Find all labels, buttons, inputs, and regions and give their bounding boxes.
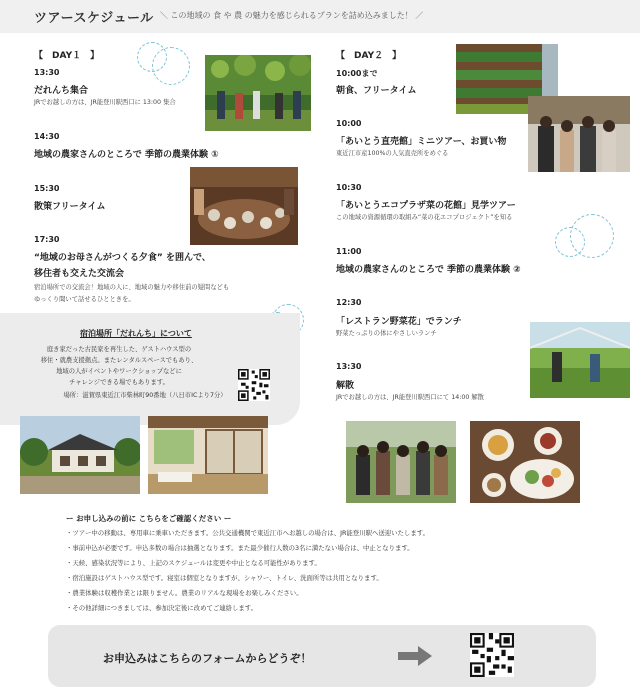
lodging-line: チャレンジできる場でもあります。 xyxy=(69,379,169,386)
lodging-line: 地域の人がイベントやワークショップなどに xyxy=(56,368,182,375)
notes-title: ー お申し込みの前に こちらをご確認ください ー xyxy=(66,514,232,523)
page-title: ツアースケジュール xyxy=(34,11,154,26)
application-cta-text: お申込みはこちらのフォームからどうぞ！ xyxy=(103,652,312,665)
day1-desc: 宿泊場所での交流会！地域の人に、地域の魅力や移住前の疑問なども xyxy=(34,284,230,291)
day2-time: 12:30 xyxy=(336,298,362,307)
note-item: ・天候、感染状況等により、上記のスケジュールは変更や中止となる可能性があります。 xyxy=(66,559,321,567)
day2-desc: JRでお越しの方は、JR能登川駅西口にて 14:00 解散 xyxy=(336,394,484,401)
day1-time: 13:30 xyxy=(34,68,60,77)
tour-group-photo xyxy=(528,96,630,172)
lodging-line: 庭き家だった古民家を再生した、ゲストハウス型の xyxy=(46,346,192,353)
note-item: ・宿泊施設はゲストハウス型です。寝室は個室となりますが、シャワー、トイレ、洗面所等は共用となります。 xyxy=(66,574,383,582)
day2-title: 朝食、フリータイム xyxy=(336,86,417,96)
day2-time: 10:00 xyxy=(336,119,362,128)
lodging-address: 場所：滋賀県東近江市柴林町90番地（八日市ICより7分） xyxy=(63,392,227,399)
lodging-title: 宿泊場所「だれんち」について xyxy=(80,329,192,338)
lodging-qr-code[interactable] xyxy=(238,369,270,401)
day1-title: 地域の農家さんのところで 季節の農業体験 ① xyxy=(34,150,219,160)
day1-time: 14:30 xyxy=(34,132,60,141)
day2-title: 「あいとう直売館」ミニツアー、お買い物 xyxy=(336,137,507,147)
day1-label: 【 DAY１ 】 xyxy=(34,51,100,61)
note-item: ・その他詳細につきましては、参加決定後に改めてご連絡します。 xyxy=(66,604,258,612)
day2-title: 「あいとうエコプラザ菜の花館」見学ツアー xyxy=(336,201,516,211)
guesthouse-exterior-photo xyxy=(20,416,140,494)
greenhouse-photo xyxy=(530,322,630,398)
lunch-photo xyxy=(470,421,580,503)
decor-circle xyxy=(570,214,614,258)
day1-desc-line2: ゆっくり聞いて話せるひとときを。 xyxy=(34,296,135,303)
note-item: ・ツアー中の移動は、専用車に乗車いただきます。公共交通機関で東近江市へお越しの場合は、JR能登川駅へ送迎いたします。 xyxy=(66,529,429,537)
day2-title: 地域の農家さんのところで 季節の農業体験 ② xyxy=(336,265,521,275)
day1-title: だれんち集合 xyxy=(34,86,89,96)
farmers-group-photo xyxy=(346,421,456,503)
day2-desc: 東近江市産100%の人気直売所をめぐる xyxy=(336,150,449,157)
application-form-qr-code[interactable] xyxy=(470,633,514,677)
day2-time: 11:00 xyxy=(336,247,362,256)
day1-time: 15:30 xyxy=(34,184,60,193)
arrow-right-icon xyxy=(398,646,432,666)
note-item: ・事前申込が必要です。申込多数の場合は抽選となります。また最少催行人数の3名に満たない場合は、中止となります。 xyxy=(66,544,414,552)
guesthouse-interior-photo xyxy=(148,416,268,494)
page-subtitle: ＼ この地域の 食 や 農 の魅力を感じられるプランを詰め込みました！ ／ xyxy=(160,11,424,20)
day2-time: 10:30 xyxy=(336,183,362,192)
day2-time: 10:00まで xyxy=(336,69,378,78)
day1-title: “地域のお母さんがつくる夕食” を囲んで、 xyxy=(34,253,211,263)
day1-desc: JRでお越しの方は、JR能登川駅西口に 13:00 集合 xyxy=(34,99,176,106)
lodging-line: 移住・就農支援拠点。またレンタルスペースでもあり、 xyxy=(40,357,198,364)
day1-title: 散策フリータイム xyxy=(34,202,106,212)
day2-title: 解散 xyxy=(336,381,355,391)
day1-title-line2: 移住者も交えた交流会 xyxy=(34,269,125,279)
note-item: ・農業体験は収穫作業とは限りません。農業のリアルな現場をお楽しみください。 xyxy=(66,589,303,597)
day2-desc: この地域の資源循環の取組み“菜の花エコプロジェクト”を知る xyxy=(336,214,513,221)
orchard-photo xyxy=(205,55,311,131)
day2-title: 「レストラン野菜花」でランチ xyxy=(336,317,462,327)
day2-time: 13:30 xyxy=(336,362,362,371)
day2-desc: 野菜たっぷりの体にやさしいランチ xyxy=(336,330,437,337)
farm-work-photo xyxy=(190,167,298,245)
day1-time: 17:30 xyxy=(34,235,60,244)
day2-label: 【 DAY２ 】 xyxy=(336,51,402,61)
decor-circle xyxy=(152,47,190,85)
